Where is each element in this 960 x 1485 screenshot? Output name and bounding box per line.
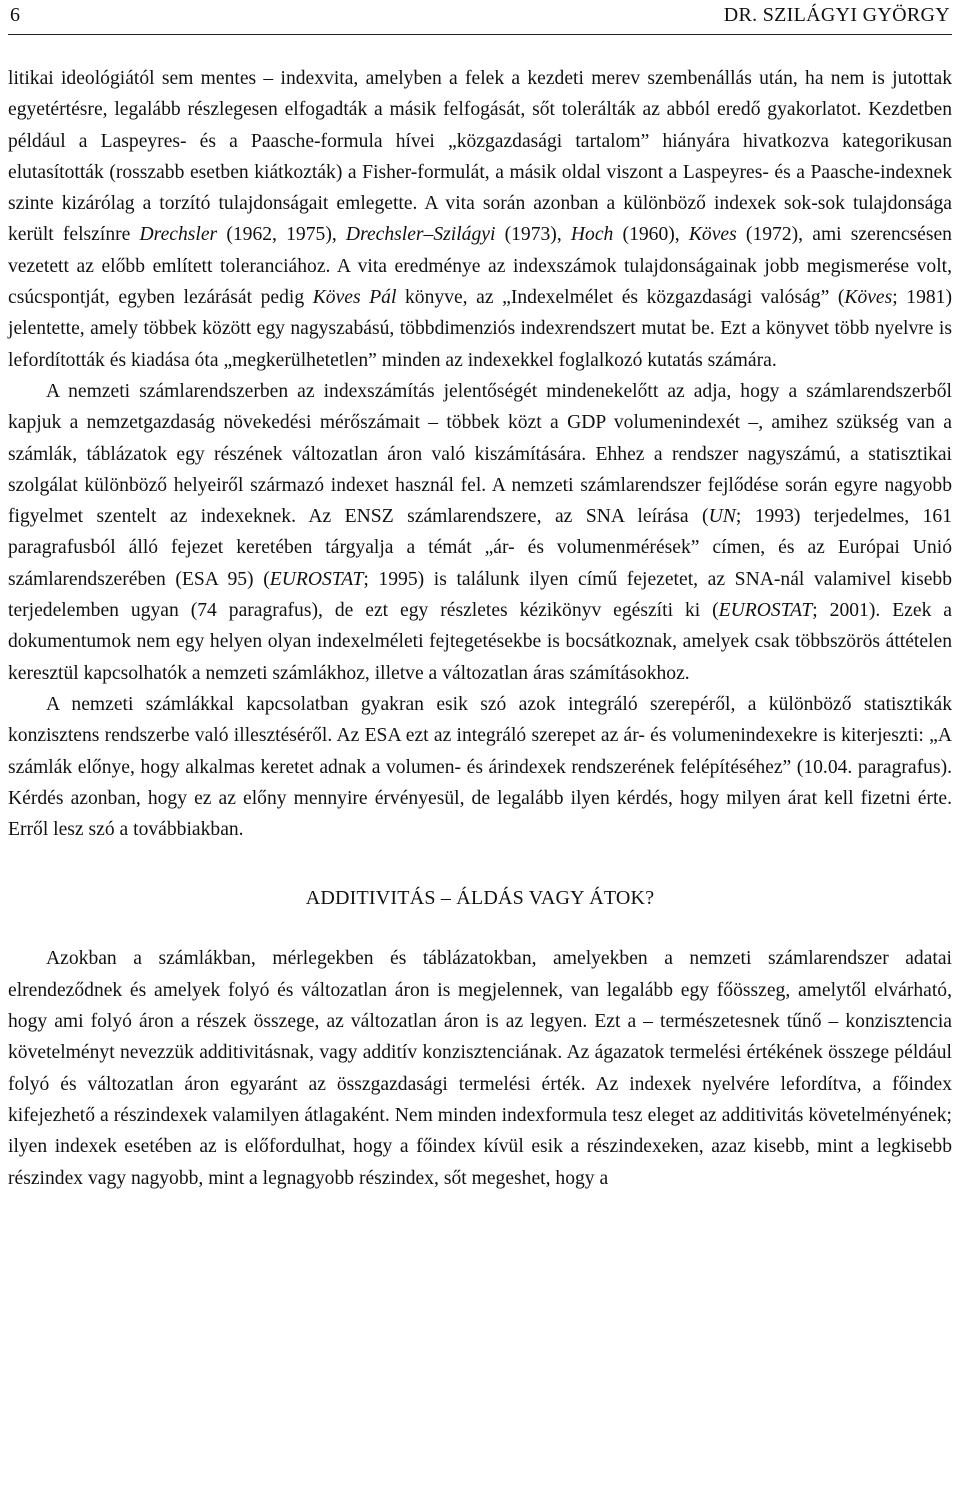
text-run: (1960), (613, 224, 689, 246)
text-run: A nemzeti számlarendszerben az indexszámítás jelentőségét mindenekelőtt az adja, hogy a számlarendszerből kapjuk a nemzetgazdaság növekedési mérőszámait – többek közt a GDP volumenindexét –, amihez szükség van a számlák, táblázatok egy részének változatlan áron való kiszámítására. Ehhez a rendszer nagyszámú, a statisztikai szolgálat különböző helyeiről származó indexet használ fel. A nemzeti számlarendszer fejlődése során egyre nagyobb figyelmet szentelt az indexeknek. Az ENSZ számlarendszere, az SNA leírása ( (8, 380, 952, 528)
text-run: litikai ideológiától sem mentes – indexvita, amelyben a felek a kezdeti merev szembenállás után, ha nem is jutottak egyetértésre, legalább részlegesen elfogadták a másik felfogását, sőt tolerálták az abból eredő gyakorlatot. Kezdetben például a Laspeyres- és a Paasche-formula hívei „közgazdasági tartalom” hiányára hivatkozva kategorikusan elutasították (rosszabb esetben kiátkozták) a Fisher-formulát, a másik oldal viszont a Laspeyres- és a Paasche-indexnek szinte kizárólag a torzító tulajdonságait emlegette. A vita során azonban a különböző indexek sok-sok tulajdonsága került felszínre (8, 68, 952, 246)
section-paragraph: Azokban a számlákban, mérlegekben és táblázatokban, amelyekben a nemzeti számlarendszer adatai elrendeződnek és amelyek folyó és változatlan áron is megjelennek, van legalább egy főösszeg, amelytől elvárható, hogy ami folyó áron a részek összege, az változatlan áron is az legyen. Ezt a – természetesnek tűnő – konzisztencia követelményt nevezzük additivitásnak, vagy additív konzisztenciának. Az ágazatok termelési értékének összege például folyó és változatlan áron egyaránt az összgazdasági termelési érték. Az indexek nyelvére lefordítva, a főindex kifejezhető a részindexek valamilyen átlagaként. Nem minden indexformula tesz eleget az additivitás követelményének; ilyen indexek esetében az is előfordulhat, hogy a főindex kívül esik a részindexeken, azaz kisebb, mint a legkisebb részindex vagy nagyobb, mint a legnagyobb részindex, sőt megeshet, hogy a (8, 948, 952, 1189)
text-run: ; 2001). Ezek a dokumentumok nem egy helyen olyan indexelméleti fejtegetésekbe is bocsátkoznak, amelyek csak többszörös áttételen keresztül kapcsolhatók a nemzeti számlákhoz, illetve a változatlan áras számításokhoz. (8, 600, 952, 684)
running-header (8, 0, 952, 35)
citation-name: Drechsler–Szilágyi (345, 224, 496, 246)
text-run: (1972), ami szerencsésen vezetett az előbb említett toleranciához. A vita eredménye az indexszámok tulajdonságainak jobb megismerése volt, csúcspontját, egyben lezárását pedig (8, 224, 952, 309)
document-page (8, 0, 952, 1194)
citation-name: EUROSTAT (269, 568, 364, 590)
text-run: (1962, 1975), (217, 224, 346, 246)
section-title: ADDITIVITÁS – ÁLDÁS VAGY ÁTOK? (305, 887, 655, 910)
text-run: (1973), (495, 224, 571, 246)
text-run: ; 1995) is találunk ilyen című fejezetet, az SNA-nál valamivel kisebb terjedelemben ugyan (74 paragrafus), de ezt egy részletes kézikönyv egészíti ki ( (8, 568, 953, 622)
citation-name: EUROSTAT (718, 600, 813, 622)
citation-name: UN (708, 506, 736, 528)
text-run: ; 1981) jelentette, amely többek között egy nagyszabású, többdimenziós indexrendszert mutat be. Ezt a könyvet több nyelvre is lefordították és kiadása óta „megkerülhetetlen” minden az indexekkel foglalkozó kutatás számára. (8, 287, 953, 371)
citation-name: Köves (844, 287, 893, 309)
text-run: könyve, az „Indexelmélet és közgazdasági valóság” ( (396, 287, 845, 309)
citation-name: Hoch (570, 224, 614, 246)
citation-name: Köves Pál (312, 287, 397, 309)
citation-name: Drechsler (139, 224, 218, 246)
body-text (8, 63, 952, 1194)
running-header-author: DR. SZILÁGYI GYÖRGY (723, 4, 950, 26)
paragraph-1 (8, 63, 952, 376)
text-run: ; 1993) terjedelmes, 161 paragrafusból álló fejezet keretében tárgyalja a témát „ár- és volumenmérések” címen, és az Európai Unió számlarendszerében (ESA 95) ( (8, 506, 952, 590)
text-run: A nemzeti számlákkal kapcsolatban gyakran esik szó azok integráló szerepéről, a különböző statisztikák konzisztens rendszerbe való illesztéséről. Az ESA ezt az integráló szerepet az ár- és volumenindexekre is kiterjeszti: „A számlák előnye, hogy alkalmas keretet adnak a volumen- és árindexek rendszerének felépítéséhez” (10.04. paragrafus). Kérdés azonban, hogy ez az előny mennyire érvényesül, de legalább ilyen kérdés, hogy milyen árat kell fizetni érte. Erről lesz szó a továbbiakban. (8, 693, 952, 841)
paragraph-3 (8, 689, 952, 845)
page-number: 6 (10, 4, 20, 26)
paragraph-2 (8, 376, 952, 689)
citation-name: Köves (688, 224, 737, 246)
